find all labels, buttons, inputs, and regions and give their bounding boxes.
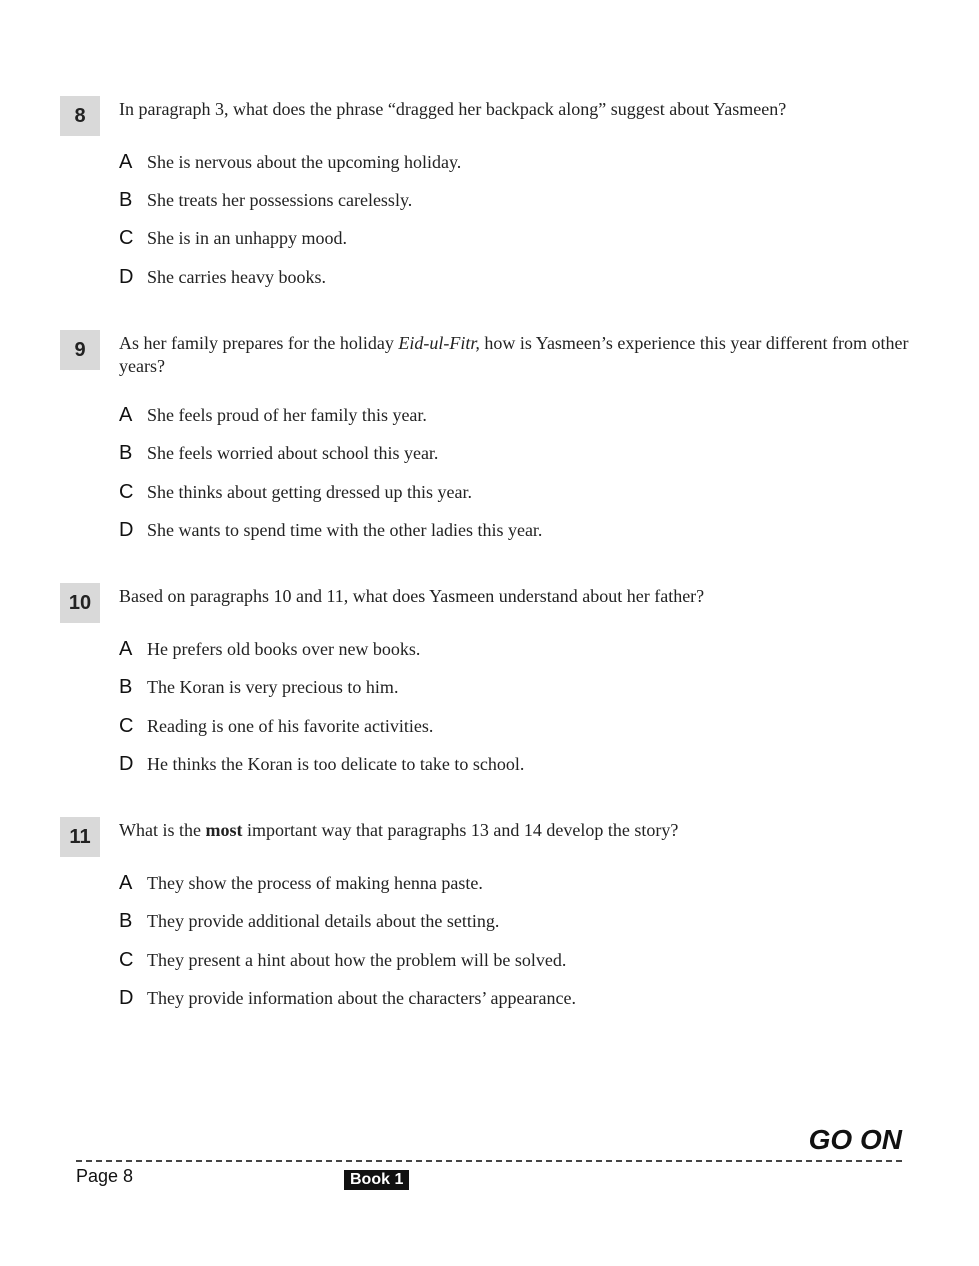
question-10 — [60, 583, 920, 783]
answer-option-c[interactable] — [119, 226, 347, 250]
answer-option-b[interactable] — [119, 909, 499, 933]
option-letter: D — [119, 753, 134, 775]
answer-option-b[interactable] — [119, 675, 398, 699]
option-letter: D — [119, 266, 134, 288]
option-letter: A — [119, 638, 133, 660]
answer-option-a[interactable] — [119, 637, 420, 661]
stem-text: important way that paragraphs 13 and 14 develop the story? — [242, 820, 679, 840]
stem-text: As her family prepares for the holiday — [119, 333, 399, 353]
option-text: She feels worried about school this year. — [147, 443, 439, 463]
question-number-badge: 8 — [60, 96, 100, 136]
page-number: Page 8 — [76, 1166, 134, 1186]
question-number-badge: 9 — [60, 330, 100, 370]
option-text: She wants to spend time with the other ladies this year. — [147, 520, 543, 540]
question-9 — [60, 330, 920, 550]
option-text: They provide additional details about the setting. — [147, 911, 500, 931]
option-letter: C — [119, 227, 134, 249]
answer-option-d[interactable] — [119, 752, 524, 776]
option-text: Reading is one of his favorite activities. — [147, 716, 434, 736]
question-11 — [60, 817, 920, 1017]
question-stem — [119, 332, 909, 378]
option-letter: C — [119, 949, 134, 971]
option-text: She feels proud of her family this year. — [147, 405, 427, 425]
question-stem: Based on paragraphs 10 and 11, what does Yasmeen understand about her father? — [119, 586, 705, 606]
answer-option-b[interactable] — [119, 441, 438, 465]
option-text: She is in an unhappy mood. — [147, 228, 347, 248]
question-number-badge: 10 — [60, 583, 100, 623]
option-letter: B — [119, 442, 133, 464]
answer-option-c[interactable] — [119, 714, 433, 738]
question-stem — [119, 819, 909, 842]
option-text: He prefers old books over new books. — [147, 639, 421, 659]
stem-text: What is the — [119, 820, 206, 840]
option-letter: B — [119, 910, 133, 932]
answer-option-a[interactable] — [119, 150, 461, 174]
option-text: They show the process of making henna paste. — [147, 873, 483, 893]
footer-divider — [76, 1160, 902, 1162]
option-letter: A — [119, 872, 133, 894]
option-letter: A — [119, 151, 133, 173]
answer-option-c[interactable] — [119, 948, 566, 972]
answer-option-d[interactable] — [119, 518, 542, 542]
option-text: He thinks the Koran is too delicate to take to school. — [147, 754, 525, 774]
option-letter: A — [119, 404, 133, 426]
option-text: They present a hint about how the problem will be solved. — [147, 950, 567, 970]
answer-option-d[interactable] — [119, 986, 576, 1010]
option-letter: B — [119, 189, 133, 211]
stem-text: how is Yasmeen’s experience this year different from other years? — [119, 333, 909, 376]
question-stem: In paragraph 3, what does the phrase “dragged her backpack along” suggest about Yasmeen? — [119, 99, 787, 119]
option-text: She thinks about getting dressed up this year. — [147, 482, 472, 502]
answer-option-b[interactable] — [119, 188, 412, 212]
option-text: The Koran is very precious to him. — [147, 677, 399, 697]
emphasis-word: most — [205, 820, 243, 840]
option-text: They provide information about the characters’ appearance. — [147, 988, 576, 1008]
option-text: She is nervous about the upcoming holiday. — [147, 152, 462, 172]
book-label: Book 1 — [344, 1170, 409, 1190]
option-text: She treats her possessions carelessly. — [147, 190, 413, 210]
option-letter: C — [119, 715, 134, 737]
question-8 — [60, 96, 920, 296]
answer-option-a[interactable] — [119, 403, 427, 427]
answer-option-c[interactable] — [119, 480, 472, 504]
answer-option-d[interactable] — [119, 265, 326, 289]
option-letter: C — [119, 481, 134, 503]
question-number-badge: 11 — [60, 817, 100, 857]
option-text: She carries heavy books. — [147, 267, 326, 287]
option-letter: B — [119, 676, 133, 698]
holiday-name: Eid-ul-Fitr, — [398, 333, 480, 353]
option-letter: D — [119, 987, 134, 1009]
answer-option-a[interactable] — [119, 871, 483, 895]
option-letter: D — [119, 519, 134, 541]
go-on-label: GO ON — [808, 1124, 902, 1155]
